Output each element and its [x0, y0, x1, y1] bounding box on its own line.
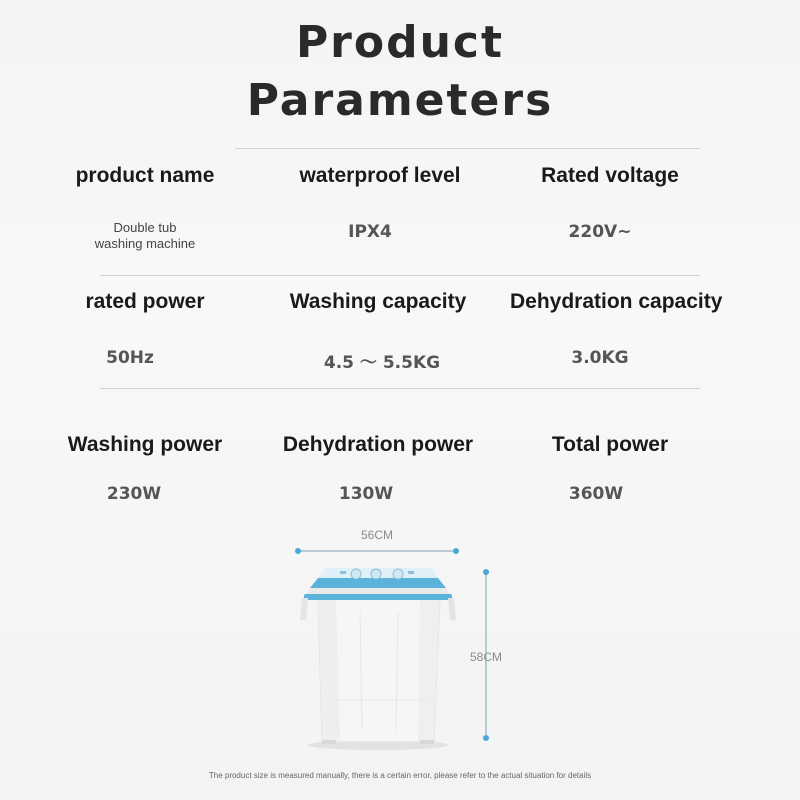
value-product-name-line-2: washing machine	[94, 236, 196, 251]
divider-top	[235, 148, 700, 149]
value-product-name	[60, 220, 230, 252]
title-line-1: Product	[295, 17, 505, 68]
value-dehydration-power: 130W	[338, 484, 394, 504]
machine-body	[318, 598, 440, 744]
label-washing-power: Washing power	[67, 433, 223, 456]
divider-1	[100, 275, 700, 276]
divider-2	[100, 388, 700, 389]
label-waterproof-level: waterproof level	[299, 164, 461, 187]
value-rated-power: 50Hz	[106, 348, 154, 368]
width-dimension-line	[295, 548, 459, 554]
footnote: The product size is measured manually, there is a certain error, please refer to the actual situation for details	[208, 771, 592, 780]
value-dehydration-capacity: 3.0KG	[571, 348, 629, 368]
label-rated-voltage: Rated voltage	[541, 164, 679, 187]
label-total-power: Total power	[551, 433, 669, 456]
value-rated-voltage: 220V~	[568, 222, 632, 242]
title-line-2: Parameters	[246, 75, 554, 126]
page-title	[0, 14, 800, 130]
value-total-power: 360W	[568, 484, 624, 504]
value-washing-capacity: 4.5 ～ 5.5KG	[323, 353, 441, 373]
machine-lid	[300, 568, 456, 620]
value-product-name-line-1: Double tub	[113, 220, 177, 235]
label-washing-capacity: Washing capacity	[289, 290, 467, 313]
label-dehydration-power: Dehydration power	[282, 433, 474, 456]
label-rated-power: rated power	[85, 290, 205, 313]
label-dehydration-capacity: Dehydration capacity	[510, 290, 723, 313]
value-washing-power: 230W	[106, 484, 162, 504]
value-waterproof-level: IPX4	[348, 222, 392, 242]
control-knobs	[340, 569, 414, 579]
label-product-name: product name	[75, 164, 215, 187]
dimension-height-label: 58CM	[470, 650, 503, 664]
dimension-width-label: 56CM	[361, 528, 394, 542]
